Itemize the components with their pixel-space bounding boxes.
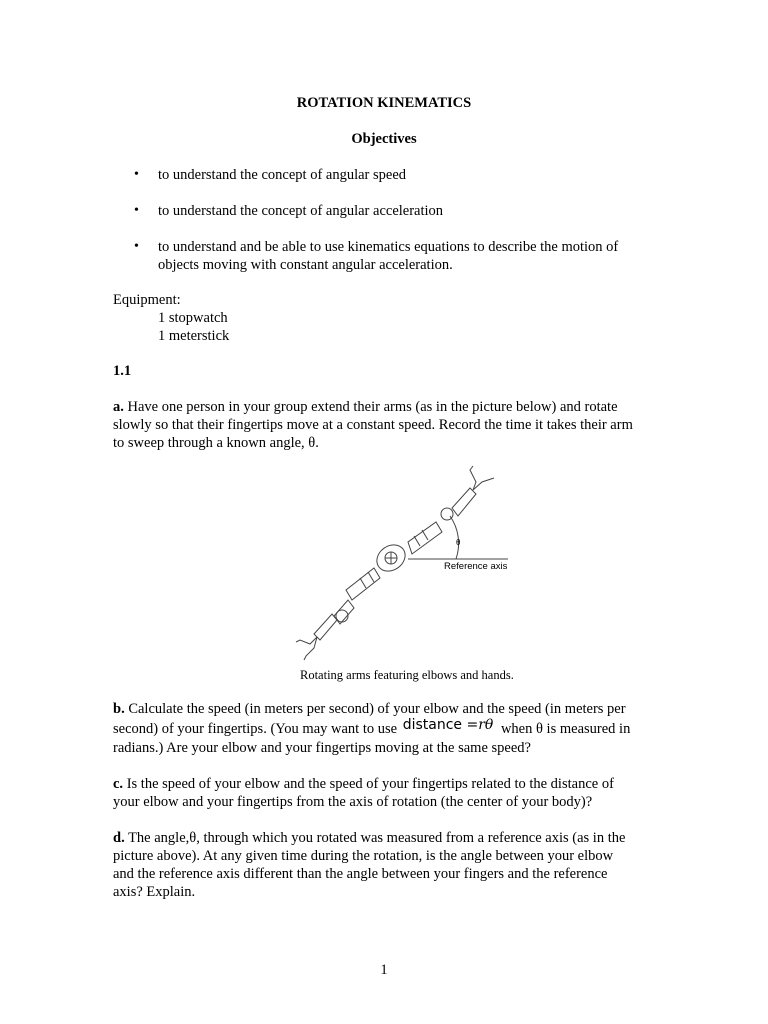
part-b-line-2 xyxy=(113,717,658,738)
part-b-text-2b: when θ is measured in xyxy=(500,721,631,737)
distance-formula xyxy=(403,717,494,733)
part-d-label: d. xyxy=(113,830,125,846)
equipment-item-1: 1 stopwatch xyxy=(158,310,228,326)
document-title: ROTATION KINEMATICS xyxy=(296,95,472,111)
reference-axis-label: Reference axis xyxy=(444,561,508,572)
lower-forearm-segment xyxy=(314,614,337,640)
right-elbow xyxy=(441,508,453,520)
part-c-line-1 xyxy=(113,775,658,793)
figure-caption: Rotating arms featuring elbows and hands. xyxy=(300,668,514,682)
bullet-2: • xyxy=(134,203,139,218)
bullet-1: • xyxy=(134,167,139,182)
part-a-line-1 xyxy=(113,398,658,416)
objective-3-line-2: objects moving with constant angular acceleration. xyxy=(158,257,453,273)
left-hand xyxy=(296,637,317,644)
part-b-label: b. xyxy=(113,701,125,717)
equipment-label: Equipment: xyxy=(113,292,181,308)
formula-word: distance xyxy=(402,717,463,733)
objective-2: to understand the concept of angular acceleration xyxy=(158,203,444,219)
part-a-text-1: Have one person in your group extend their arms (as in the picture below) and rotate xyxy=(123,399,618,415)
theta-label: θ xyxy=(456,538,461,547)
objective-1: to understand the concept of angular speed xyxy=(158,167,407,183)
lower-arm-segment xyxy=(346,568,380,600)
part-c-line-2: your elbow and your fingertips from the axis of rotation (the center of your body)? xyxy=(113,794,593,810)
part-a-line-3: to sweep through a known angle, θ. xyxy=(113,435,319,451)
objective-3-line-1: to understand and be able to use kinematics equations to describe the motion of xyxy=(158,239,619,255)
upper-forearm-segment xyxy=(452,488,476,516)
page-number: 1 xyxy=(380,962,388,978)
part-d-line-1 xyxy=(113,829,658,847)
formula-vars: rθ xyxy=(478,717,494,733)
bullet-3: • xyxy=(134,239,139,254)
part-b-text-1: Calculate the speed (in meters per second) of your elbow and the speed (in meters per xyxy=(124,701,626,717)
part-d-line-3: and the reference axis different than the angle between your fingers and the reference xyxy=(113,866,608,882)
part-c-text-1: Is the speed of your elbow and the speed of your fingertips related to the distance of xyxy=(123,776,614,792)
section-heading: 1.1 xyxy=(113,363,132,379)
rotating-arms-figure xyxy=(290,460,520,670)
part-d-text-1: The angle,θ, through which you rotated was measured from a reference axis (as in the xyxy=(124,830,626,846)
equipment-item-2: 1 meterstick xyxy=(158,328,230,344)
right-hand xyxy=(470,466,476,490)
part-b-line-3: radians.) Are your elbow and your fingertips moving at the same speed? xyxy=(113,740,531,756)
part-b-text-2a: second) of your fingertips. (You may want to use xyxy=(113,721,398,737)
formula-equals: = xyxy=(466,717,479,733)
objectives-heading: Objectives xyxy=(351,131,417,147)
part-c-label: c. xyxy=(113,776,124,792)
part-a-line-2: slowly so that their fingertips move at a constant speed. Record the time it takes their arm xyxy=(113,417,633,433)
part-b-line-1 xyxy=(113,700,658,718)
part-d-line-4: axis? Explain. xyxy=(113,884,196,900)
part-a-label: a. xyxy=(113,399,124,415)
part-d-line-2: picture above). At any given time during the rotation, is the angle between your elbow xyxy=(113,848,614,864)
upper-arm-segment xyxy=(408,522,442,554)
